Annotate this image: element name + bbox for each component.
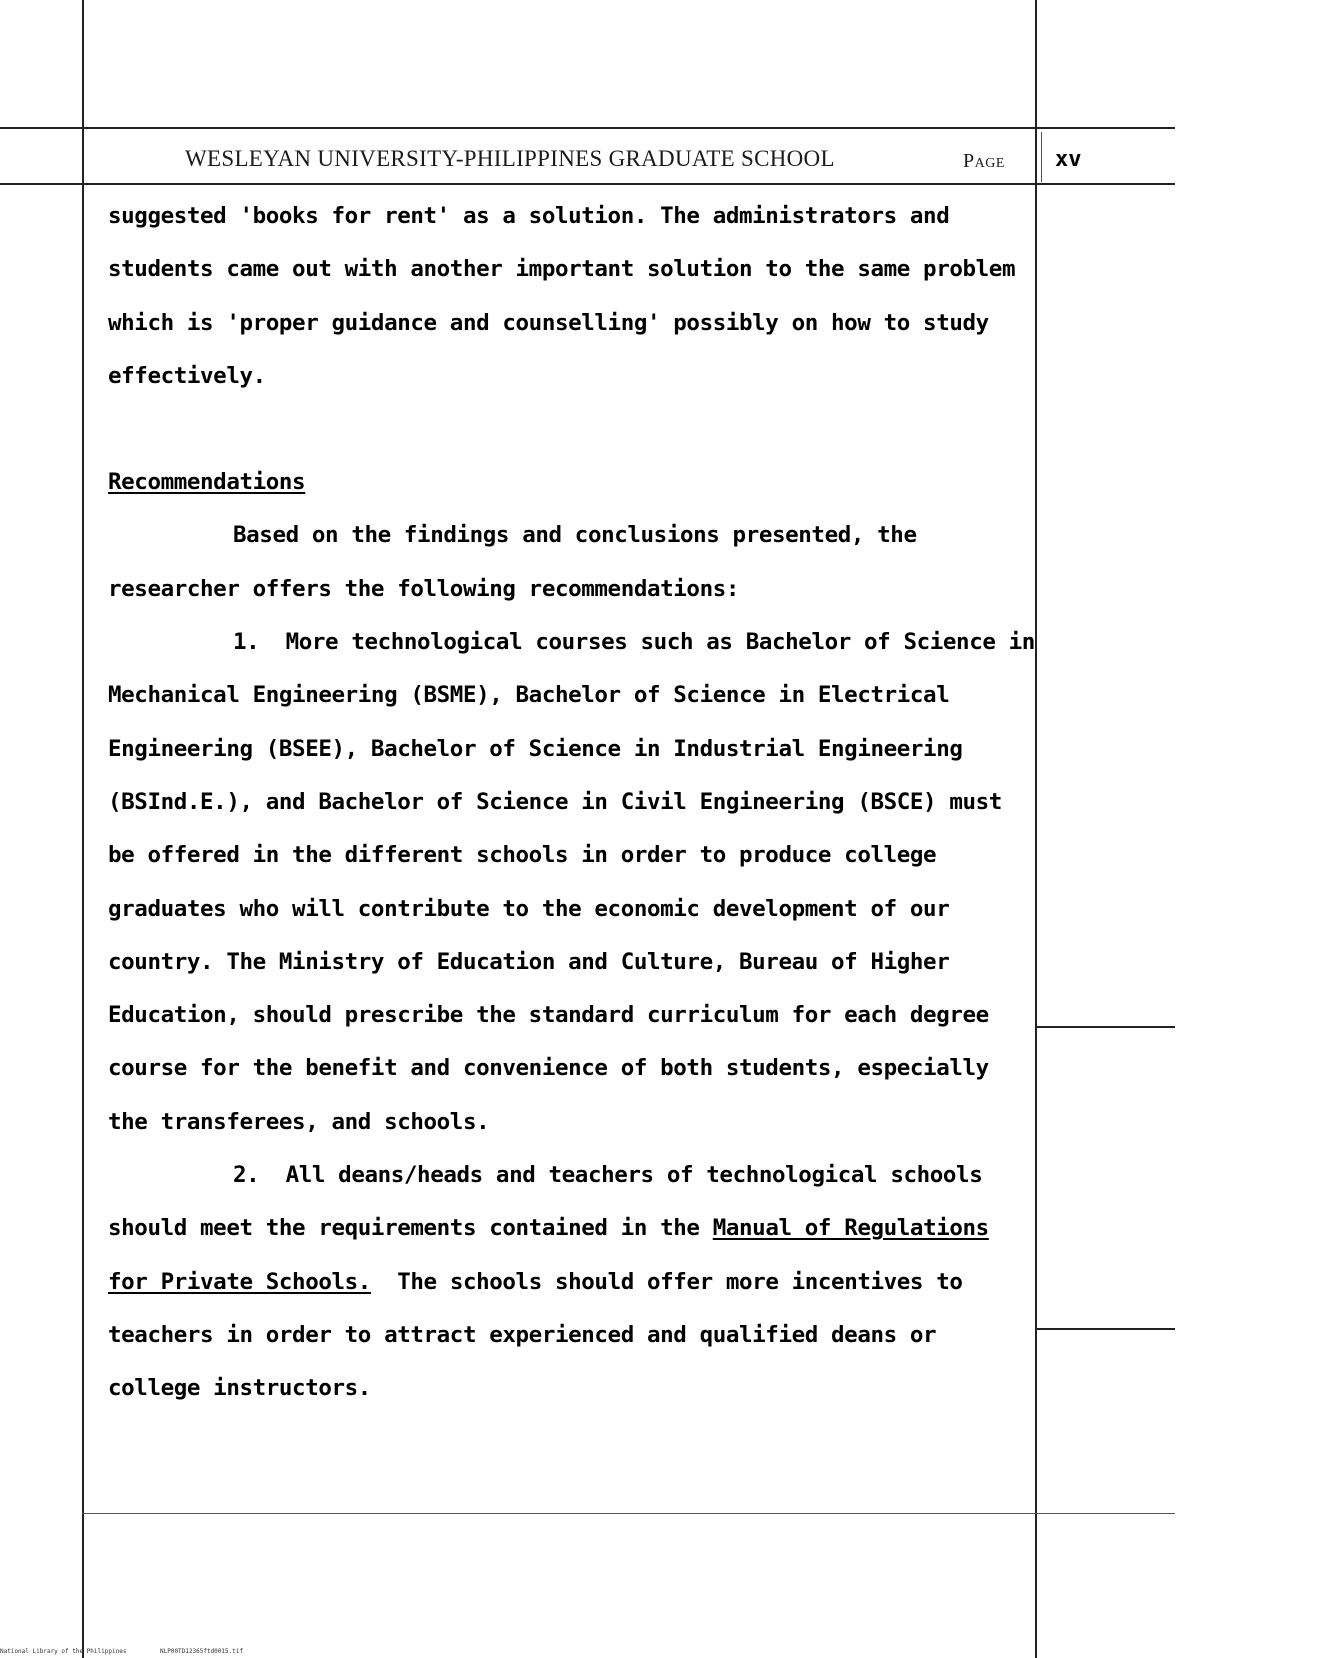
margin-tick-lower bbox=[1037, 1328, 1175, 1330]
left-border-line bbox=[82, 0, 84, 1658]
header-top-rule bbox=[0, 127, 1175, 129]
recommendation-text: All deans/heads and teachers of technological schools should meet the requirements contained in the bbox=[108, 1162, 983, 1242]
intro-paragraph: Based on the findings and conclusions presented, the researcher offers the following recommendations: bbox=[108, 522, 917, 602]
page-label: Page bbox=[963, 150, 1005, 172]
scan-filename: NLP00TD12365ftd0015.tif bbox=[160, 1648, 244, 1655]
scan-credit: National Library of the Philippines bbox=[0, 1648, 127, 1655]
continued-paragraph: suggested 'books for rent' as a solution. The administrators and students came out with another important solution to the same problem which is 'proper guidance and counselling' possibly on how to study effectively. bbox=[108, 203, 1016, 389]
manual-title: Manual of Regulations for Private Schools. bbox=[108, 1215, 989, 1295]
recommendation-item bbox=[108, 616, 1038, 1149]
page-number-divider bbox=[1041, 132, 1042, 182]
recommendation-number: 2. bbox=[233, 1162, 260, 1189]
recommendation-item bbox=[108, 1149, 1038, 1415]
document-body bbox=[108, 190, 1038, 1416]
header-bottom-rule bbox=[0, 183, 1175, 185]
footer-rule bbox=[82, 1513, 1175, 1514]
recommendation-number: 1. bbox=[233, 629, 260, 656]
recommendation-text: More technological courses such as Bachelor of Science in Mechanical Engineering (BSME), Bachelor of Science in Electrical Engineering (BSEE), Bachelor of Science in Industrial Engineering (BSInd.E.), and Bachelor of Science in Civil Engineering (BSCE) must be offered in the different schools in order to produce college graduates who will contribute to the economic development of our country. The Ministry of Education and Culture, Bureau of Higher Education, should prescribe the standard curriculum for each degree course for the benefit and convenience of both students, especially the transferees, and schools. bbox=[108, 629, 1035, 1135]
margin-tick-upper bbox=[1037, 1026, 1175, 1028]
recommendation-text: The schools should offer more incentives to teachers in order to attract experienced and qualified deans or college instructors. bbox=[108, 1268, 963, 1402]
section-heading: Recommendations bbox=[108, 469, 306, 496]
page-number: xv bbox=[1055, 147, 1082, 172]
running-header-title: WESLEYAN UNIVERSITY-PHILIPPINES GRADUATE SCHOOL bbox=[185, 146, 835, 171]
